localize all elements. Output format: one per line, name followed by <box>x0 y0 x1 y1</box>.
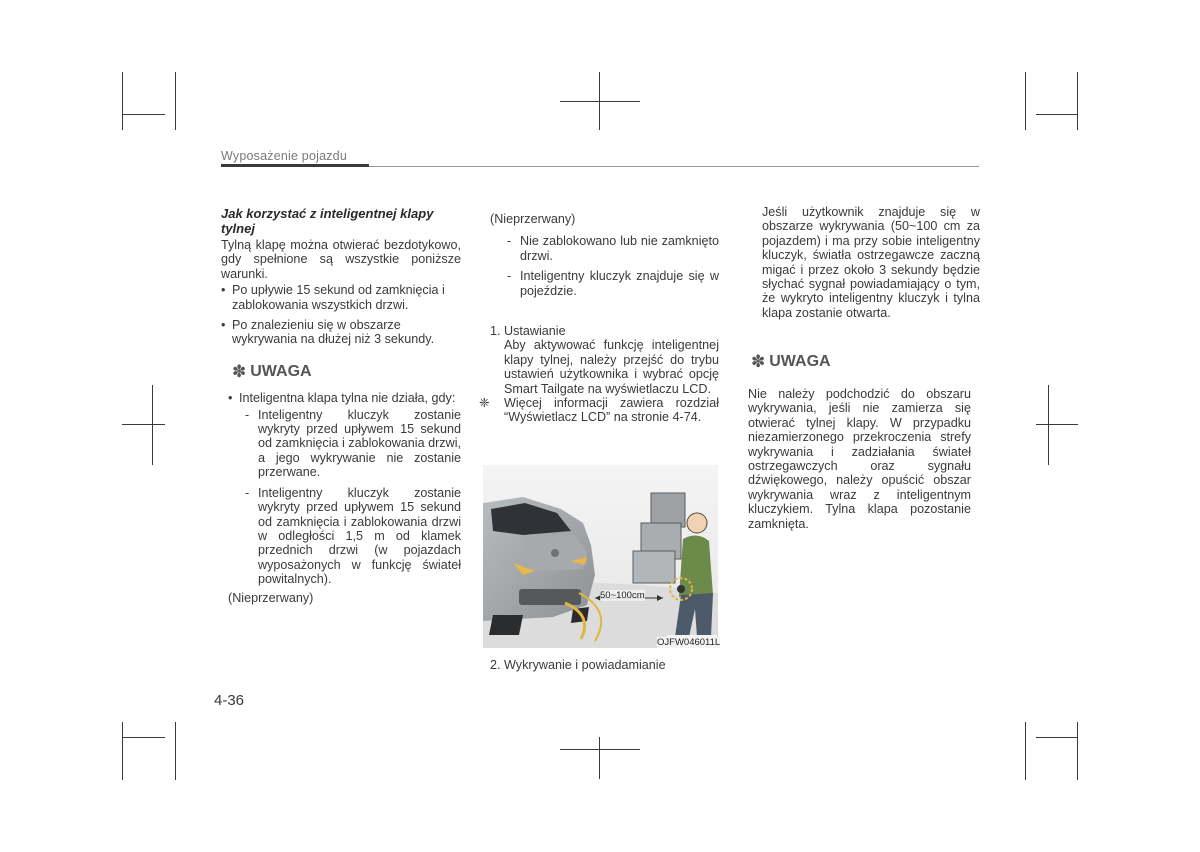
intro-text: Tylną klapę można otwierać bezdotykowo, gdy spełnione są wszystkie poniższe warunki. <box>221 238 461 281</box>
bullet-icon: • <box>228 391 233 406</box>
dash-icon: - <box>507 269 512 284</box>
distance-label: 50~100cm <box>600 590 645 601</box>
figure-code: OJFW046011L <box>657 637 721 648</box>
sub-item: - Nie zablokowano lub nie zamknięto drzwi. <box>507 234 719 263</box>
bullet-item: • Po upływie 15 sekund od zamknięcia i zablokowania wszystkich drzwi. <box>221 283 445 312</box>
uwaga-heading: ✽ UWAGA <box>751 352 831 371</box>
column-1 <box>221 206 461 605</box>
uwaga-sub-item: - Inteligentny kluczyk zostanie wykryty przed upływem 15 sekund od zamknięcia i zablokowania drzwi w odległości 1,5 m od klamek przednich drzwi (w pojazdach wyposażonych w funkcję świateł powitalnych). <box>245 485 461 587</box>
column-3 <box>762 205 980 320</box>
dash-icon: - <box>245 485 250 500</box>
sub-item: - Inteligentny kluczyk znajduje się w pojeździe. <box>507 269 719 298</box>
uwaga-heading: ✽ UWAGA <box>232 361 312 381</box>
bullet-item: • Po znalezieniu się w obszarze wykrywania na dłużej niż 3 sekundy. <box>221 318 435 347</box>
figure <box>483 465 721 648</box>
section-heading: Jak korzystać z inteligentnej klapy tylnej <box>221 206 434 236</box>
bullet-icon: • <box>221 318 226 333</box>
dash-icon: - <box>245 407 250 422</box>
continued-label: (Nieprzerwany) <box>228 590 314 605</box>
uwaga-text: Nie należy podchodzić do obszaru wykrywania, jeśli nie zamierza się otwierać tylnej klapy. W przypadku niezamierzonego przekroczenia strefy wykrywania i zadziałania świateł ostrzegawczych oraz sygnału dźwiękowego, należy opuścić obszar wykrywania wraz z inteligentnym kluczykiem. Tylna klapa pozostanie zamknięta. <box>748 387 971 531</box>
asterisk-icon: ✽ <box>232 361 247 381</box>
uwaga-box <box>221 391 461 605</box>
section-title: Wyposażenie pojazdu <box>221 149 347 163</box>
header-rule-thick <box>221 164 369 167</box>
tailgate-illustration <box>483 465 721 648</box>
detection-text: Jeśli użytkownik znajduje się w obszarze wykrywania (50~100 cm za pojazdem) i ma przy sobie inteligentny kluczyk, światła ostrzegawcze zaczną migać i przez około 3 sekundy będzie słychać sygnał powiadamiający o tym, że wykryto inteligentny kluczyk i tylna klapa zostanie otwarta. <box>762 205 980 320</box>
page-number: 4-36 <box>214 692 245 709</box>
step-text: Aby aktywować funkcję inteligentnej klapy tylnej, należy przejść do trybu ustawień użytkownika i wybrać opcję Smart Tailgate na wyświetlaczu LCD. <box>504 338 719 396</box>
uwaga-bullet: • Inteligentna klapa tylna nie działa, gdy: <box>228 391 456 406</box>
reference-note: ❈ Więcej informacji zawiera rozdział “Wyświetlacz LCD” na stronie 4-74. <box>479 396 719 425</box>
header-rule-thin <box>369 166 979 167</box>
dash-icon: - <box>507 234 512 249</box>
step-title: 2. Wykrywanie i powiadamianie <box>490 658 666 672</box>
step-title: 1. Ustawianie <box>490 324 566 339</box>
uwaga-sub-item: - Inteligentny kluczyk zostanie wykryty przed upływem 15 sekund od zamknięcia i zablokowania drzwi, a jego wykrywanie nie zostanie przerwane. <box>245 407 461 480</box>
reference-icon: ❈ <box>479 396 490 411</box>
continued-label: (Nieprzerwany) <box>490 212 576 226</box>
bullet-icon: • <box>221 283 226 298</box>
asterisk-icon: ✽ <box>751 352 766 371</box>
column-2 <box>479 212 719 425</box>
